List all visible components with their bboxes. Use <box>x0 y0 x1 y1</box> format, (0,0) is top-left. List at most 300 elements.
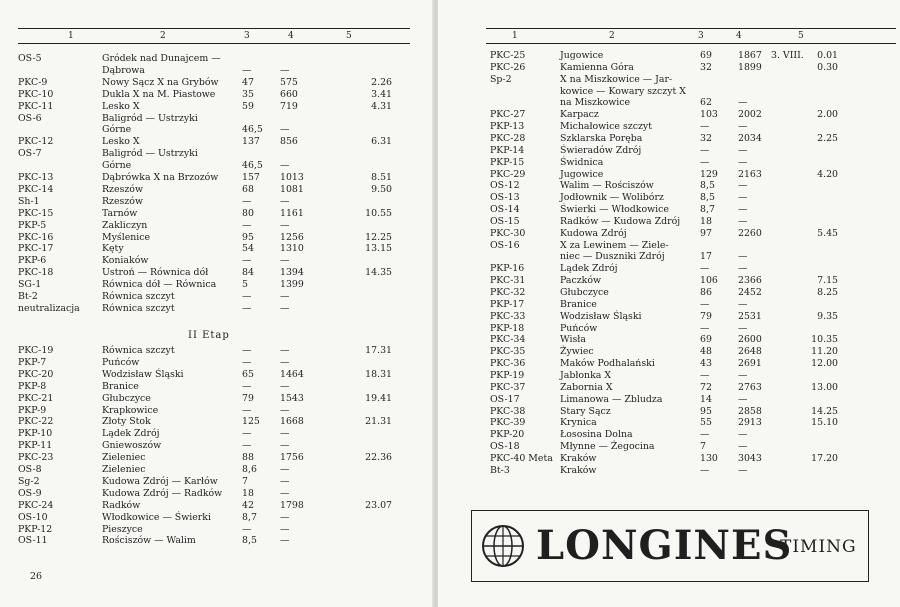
location: na Miszkowice <box>560 97 631 109</box>
cumulative-distance: — <box>738 464 748 476</box>
table-row <box>490 382 890 394</box>
table-row <box>490 417 890 429</box>
checkpoint-code: PKP-9 <box>18 404 47 416</box>
location: Myślenice <box>102 231 151 243</box>
checkpoint-code: OS-6 <box>18 112 42 124</box>
longines-advertisement <box>471 510 869 582</box>
distance: — <box>700 298 710 310</box>
cumulative-distance: — <box>738 156 748 168</box>
distance: — <box>242 380 252 392</box>
location: Równica szczyt <box>102 302 175 314</box>
time: 12.00 <box>811 358 838 370</box>
time: 11.20 <box>811 346 838 358</box>
table-row <box>18 524 413 536</box>
location: Dukla X na M. Piastowe <box>102 88 216 100</box>
distance: 55 <box>700 417 712 429</box>
distance: 59 <box>242 100 254 112</box>
distance: 7 <box>700 441 706 453</box>
location: Włodkowice — Świerki <box>102 511 211 523</box>
location: Stary Sącz <box>560 405 611 417</box>
table-row <box>490 121 890 133</box>
time: 22.36 <box>365 452 392 464</box>
cumulative-distance: 2034 <box>738 132 762 144</box>
location: Radków — Kudowa Zdrój <box>560 215 681 227</box>
header-col-3: 3 <box>698 31 704 41</box>
table-row <box>18 53 413 65</box>
cumulative-distance: 1310 <box>280 243 304 255</box>
location: kowice — Kowary szczyt X <box>560 85 686 97</box>
table-row <box>490 216 890 228</box>
location: Łososina Dolna <box>560 429 633 441</box>
distance: 97 <box>700 227 712 239</box>
distance: — <box>700 322 710 334</box>
cumulative-distance: — <box>280 302 290 314</box>
table-row <box>490 429 890 441</box>
distance: 106 <box>700 275 718 287</box>
distance: 69 <box>700 50 712 61</box>
distance: — <box>242 255 252 267</box>
location: Branice <box>560 298 597 310</box>
location: Jugowice <box>560 168 604 180</box>
cumulative-distance: — <box>280 195 290 207</box>
left-page <box>0 0 434 607</box>
location: Kudowa Zdrój — Radków <box>102 487 223 499</box>
checkpoint-code: PKC-14 <box>18 183 54 195</box>
cumulative-distance: 2691 <box>738 358 762 370</box>
cumulative-distance: 1464 <box>280 368 304 380</box>
location: Równica dół — Równica <box>102 279 217 291</box>
location: Kamienna Góra <box>560 61 634 73</box>
table-row <box>18 124 413 136</box>
location: Szklarska Poręba <box>560 132 643 144</box>
checkpoint-code: Bt-3 <box>490 464 510 476</box>
table-row <box>490 228 890 240</box>
location: Lądek Zdrój <box>560 263 618 275</box>
distance: 46,5 <box>242 160 263 172</box>
location: Równica szczyt <box>102 291 175 302</box>
table-row <box>490 240 890 252</box>
time: 2.26 <box>371 76 392 88</box>
checkpoint-code: PKC-22 <box>18 416 54 428</box>
distance: 32 <box>700 61 712 73</box>
cumulative-distance: 1798 <box>280 499 304 511</box>
distance: 8,7 <box>700 204 715 216</box>
location: Puńców <box>102 356 140 368</box>
location: Wisła <box>560 334 586 346</box>
checkpoint-code: PKC-18 <box>18 267 54 279</box>
table-row <box>490 441 890 453</box>
cumulative-distance: — <box>738 393 748 405</box>
location: Lesko X <box>102 136 140 148</box>
table-row <box>18 101 413 113</box>
header-col-2: 2 <box>160 31 166 41</box>
time: 14.35 <box>365 267 392 279</box>
location: Wodzisław Śląski <box>560 310 642 322</box>
cumulative-distance: 2858 <box>738 405 762 417</box>
distance: — <box>242 404 252 416</box>
table-row <box>490 299 890 311</box>
cumulative-distance: — <box>280 291 290 302</box>
checkpoint-code: PKC-12 <box>18 136 54 148</box>
cumulative-distance: 2452 <box>738 287 762 298</box>
location: Karpacz <box>560 109 599 121</box>
time: 9.35 <box>817 310 838 322</box>
cumulative-distance: 1899 <box>738 61 762 73</box>
checkpoint-code: PKC-31 <box>490 275 526 287</box>
distance: 79 <box>242 392 254 404</box>
distance: 69 <box>700 334 712 346</box>
checkpoint-code: PKP-11 <box>18 440 53 452</box>
table-row <box>18 65 413 77</box>
distance: 84 <box>242 267 254 279</box>
distance: 125 <box>242 416 260 428</box>
table-row <box>18 232 413 244</box>
checkpoint-code: PKC-17 <box>18 243 54 255</box>
table-row <box>490 275 890 287</box>
header-col-1: 1 <box>512 31 518 41</box>
checkpoint-code: PKP-14 <box>490 144 525 156</box>
cumulative-distance: — <box>738 298 748 310</box>
distance: 8,5 <box>700 192 715 204</box>
time: 19.41 <box>365 392 392 404</box>
time: 18.31 <box>365 368 392 380</box>
checkpoint-code: PKC-40 Meta <box>490 452 553 464</box>
checkpoint-code: OS-11 <box>18 535 48 547</box>
table-row <box>490 62 890 74</box>
location: Świerki — Włodkowice <box>560 204 669 216</box>
checkpoint-code: PKC-38 <box>490 405 526 417</box>
table-row <box>490 263 890 275</box>
table-row <box>18 428 413 440</box>
table-row <box>490 358 890 370</box>
cumulative-distance: 575 <box>280 76 298 88</box>
checkpoint-code: PKC-9 <box>18 76 48 88</box>
time: 8.25 <box>817 287 838 298</box>
cumulative-distance: — <box>280 64 290 76</box>
location: Lesko X <box>102 100 140 112</box>
cumulative-distance: — <box>738 369 748 381</box>
table-row <box>18 464 413 476</box>
distance: — <box>242 219 252 231</box>
cumulative-distance: 2002 <box>738 109 762 121</box>
checkpoint-code: PKC-29 <box>490 168 526 180</box>
right-table-header <box>486 28 896 44</box>
location: Zakliczyn <box>102 219 148 231</box>
location: Kraków <box>560 452 597 464</box>
checkpoint-code: PKP-15 <box>490 156 525 168</box>
checkpoint-code: PKC-28 <box>490 132 526 144</box>
distance: 8,6 <box>242 464 257 475</box>
table-row <box>18 393 413 405</box>
distance: 157 <box>242 172 260 183</box>
location: Pieszyce <box>102 523 143 535</box>
checkpoint-code: PKC-10 <box>18 88 54 100</box>
checkpoint-code: OS-12 <box>490 180 520 192</box>
checkpoint-code: OS-8 <box>18 464 42 475</box>
location: Rzeszów <box>102 195 143 207</box>
time: 10.55 <box>365 207 392 219</box>
cumulative-distance: — <box>738 97 748 109</box>
table-row <box>490 453 890 465</box>
distance: 5 <box>242 279 248 291</box>
brand-tagline: TIMING <box>780 537 857 557</box>
location: Kudowa Zdrój <box>560 227 627 239</box>
distance: 42 <box>242 499 254 511</box>
checkpoint-code: PKP-17 <box>490 298 525 310</box>
distance: 86 <box>700 287 712 298</box>
cumulative-distance: — <box>280 345 290 356</box>
location: Limanowa — Zbludza <box>560 393 663 405</box>
cumulative-distance: — <box>280 255 290 267</box>
location: Górne <box>102 160 132 172</box>
checkpoint-code: PKC-16 <box>18 231 54 243</box>
distance: — <box>242 302 252 314</box>
checkpoint-code: PKC-20 <box>18 368 54 380</box>
cumulative-distance: — <box>738 263 748 275</box>
checkpoint-code: OS-10 <box>18 511 48 523</box>
cumulative-distance: — <box>738 429 748 441</box>
checkpoint-code: PKC-35 <box>490 346 526 358</box>
distance: 8,5 <box>242 535 257 547</box>
distance: — <box>242 291 252 302</box>
distance: 79 <box>700 310 712 322</box>
header-col-5: 5 <box>798 31 804 41</box>
location: Jabłonka X <box>560 369 611 381</box>
time: 4.31 <box>371 100 392 112</box>
cumulative-distance: 660 <box>280 88 298 100</box>
location: Rościszów — Walim <box>102 535 196 547</box>
distance: 8,7 <box>242 511 257 523</box>
checkpoint-code: OS-14 <box>490 204 520 216</box>
distance: 32 <box>700 132 712 144</box>
checkpoint-code: PKP-5 <box>18 219 47 231</box>
cumulative-distance: 1867 <box>738 50 762 61</box>
table-row <box>18 279 413 291</box>
distance: — <box>242 195 252 207</box>
table-row <box>490 287 890 299</box>
table-row <box>18 369 413 381</box>
time: 0.01 <box>817 50 838 61</box>
table-row <box>18 184 413 196</box>
distance: 62 <box>700 97 712 109</box>
location: Górne <box>102 124 132 136</box>
table-row <box>18 196 413 208</box>
checkpoint-code: Bt-2 <box>18 291 38 302</box>
cumulative-distance: — <box>280 475 290 487</box>
cumulative-distance: — <box>280 160 290 172</box>
cumulative-distance: 2163 <box>738 168 762 180</box>
distance: 103 <box>700 109 718 121</box>
distance: 18 <box>242 487 254 499</box>
checkpoint-code: PKP-8 <box>18 380 47 392</box>
table-row <box>18 148 413 160</box>
location: Baligród — Ustrzyki <box>102 148 198 160</box>
table-row <box>18 357 413 369</box>
cumulative-distance: 1256 <box>280 231 304 243</box>
distance: — <box>242 440 252 452</box>
location: niec — Duszniki Zdrój <box>560 251 665 263</box>
table-row <box>490 204 890 216</box>
distance: — <box>700 429 710 441</box>
time: 2.00 <box>817 109 838 121</box>
location: Lądek Zdrój <box>102 428 160 440</box>
time: 14.25 <box>811 405 838 417</box>
cumulative-distance: — <box>280 464 290 475</box>
location: Głubczyce <box>560 287 609 298</box>
time: 6.31 <box>371 136 392 148</box>
cumulative-distance: — <box>280 356 290 368</box>
cumulative-distance: 3043 <box>738 452 762 464</box>
location: Złoty Stok <box>102 416 151 428</box>
distance: 47 <box>242 76 254 88</box>
checkpoint-code: OS-5 <box>18 53 42 64</box>
stage-label: II Etap <box>188 330 230 341</box>
checkpoint-code: Sg-2 <box>18 475 40 487</box>
location: Świdnica <box>560 156 604 168</box>
table-row <box>18 500 413 512</box>
table-row <box>490 346 890 358</box>
location: Jodłownik — Wolibórz <box>560 192 664 204</box>
checkpoint-code: PKC-11 <box>18 100 54 112</box>
location: Głubczyce <box>102 392 151 404</box>
location: Michałowice szczyt <box>560 121 652 133</box>
checkpoint-code: PKP-7 <box>18 356 47 368</box>
distance: 68 <box>242 183 254 195</box>
checkpoint-code: PKC-26 <box>490 61 526 73</box>
checkpoint-code: OS-7 <box>18 148 42 160</box>
table-row <box>18 440 413 452</box>
distance: 88 <box>242 452 254 464</box>
distance: 137 <box>242 136 260 148</box>
cumulative-distance: — <box>280 535 290 547</box>
checkpoint-code: PKC-33 <box>490 310 526 322</box>
header-col-4: 4 <box>736 31 742 41</box>
checkpoint-code: OS-9 <box>18 487 42 499</box>
location: Paczków <box>560 275 602 287</box>
header-col-2: 2 <box>609 31 615 41</box>
checkpoint-code: PKC-30 <box>490 227 526 239</box>
table-row <box>490 97 890 109</box>
table-row <box>18 255 413 267</box>
location: Kęty <box>102 243 124 255</box>
table-row <box>490 311 890 323</box>
distance: 7 <box>242 475 248 487</box>
location: Kudowa Zdrój — Karłów <box>102 475 218 487</box>
checkpoint-code: PKC-21 <box>18 392 54 404</box>
cumulative-distance: 719 <box>280 100 298 112</box>
table-row <box>18 172 413 184</box>
cumulative-distance: 2366 <box>738 275 762 287</box>
date: 3. VIII. <box>771 50 804 61</box>
checkpoint-code: PKC-25 <box>490 50 526 61</box>
distance: 17 <box>700 251 712 263</box>
location: Rzeszów <box>102 183 143 195</box>
distance: — <box>242 523 252 535</box>
table-row <box>18 452 413 464</box>
cumulative-distance: 2648 <box>738 346 762 358</box>
cumulative-distance: 856 <box>280 136 298 148</box>
location: Zieleniec <box>102 464 146 475</box>
location: Radków <box>102 499 141 511</box>
distance: — <box>700 121 710 133</box>
distance: 80 <box>242 207 254 219</box>
table-row <box>18 488 413 500</box>
distance: 35 <box>242 88 254 100</box>
table-row <box>18 220 413 232</box>
cumulative-distance: 2600 <box>738 334 762 346</box>
checkpoint-code: PKC-23 <box>18 452 54 464</box>
location: Krapkowice <box>102 404 159 416</box>
distance: 43 <box>700 358 712 370</box>
table-row <box>18 136 413 148</box>
table-row <box>18 303 413 315</box>
time: 2.25 <box>817 132 838 144</box>
cumulative-distance: — <box>280 428 290 440</box>
header-col-3: 3 <box>244 31 250 41</box>
time: 5.45 <box>817 227 838 239</box>
cumulative-distance: — <box>738 121 748 133</box>
location: Walim — Rościszów <box>560 180 654 192</box>
table-row <box>18 291 413 303</box>
distance: 130 <box>700 452 718 464</box>
page-number: 26 <box>30 571 43 582</box>
checkpoint-code: PKP-12 <box>18 523 53 535</box>
checkpoint-code: PKC-13 <box>18 172 54 183</box>
table-row <box>18 77 413 89</box>
time: 13.00 <box>811 381 838 393</box>
table-row <box>18 381 413 393</box>
time: 10.35 <box>811 334 838 346</box>
time: 9.50 <box>371 183 392 195</box>
table-row <box>18 535 413 547</box>
cumulative-distance: — <box>280 219 290 231</box>
table-row <box>18 267 413 279</box>
checkpoint-code: PKP-20 <box>490 429 525 441</box>
location: X na Miszkowice — Jar- <box>560 73 673 85</box>
cumulative-distance: 2531 <box>738 310 762 322</box>
distance: — <box>700 464 710 476</box>
cumulative-distance: — <box>738 192 748 204</box>
table-row <box>490 157 890 169</box>
checkpoint-code: PKC-24 <box>18 499 54 511</box>
location: Dąbrowa <box>102 64 145 76</box>
distance: 48 <box>700 346 712 358</box>
cumulative-distance: — <box>738 144 748 156</box>
location: Jugowice <box>560 50 604 61</box>
location: Gródek nad Dunajcem — <box>102 53 221 64</box>
cumulative-distance: — <box>738 204 748 216</box>
checkpoint-code: PKC-34 <box>490 334 526 346</box>
checkpoint-code: PKP-18 <box>490 322 525 334</box>
table-row <box>490 192 890 204</box>
distance: — <box>242 428 252 440</box>
time: 8.51 <box>371 172 392 183</box>
cumulative-distance: — <box>280 124 290 136</box>
brand-name: LONGINES <box>536 522 793 569</box>
cumulative-distance: — <box>280 511 290 523</box>
distance: 95 <box>700 405 712 417</box>
location: Kraków <box>560 464 597 476</box>
table-row <box>490 169 890 181</box>
time: 4.20 <box>817 168 838 180</box>
cumulative-distance: — <box>280 487 290 499</box>
cumulative-distance: 1081 <box>280 183 304 195</box>
location: Nowy Sącz X na Grybów <box>102 76 219 88</box>
time: 17.20 <box>811 452 838 464</box>
cumulative-distance: 2763 <box>738 381 762 393</box>
distance: 65 <box>242 368 254 380</box>
table-row <box>490 109 890 121</box>
